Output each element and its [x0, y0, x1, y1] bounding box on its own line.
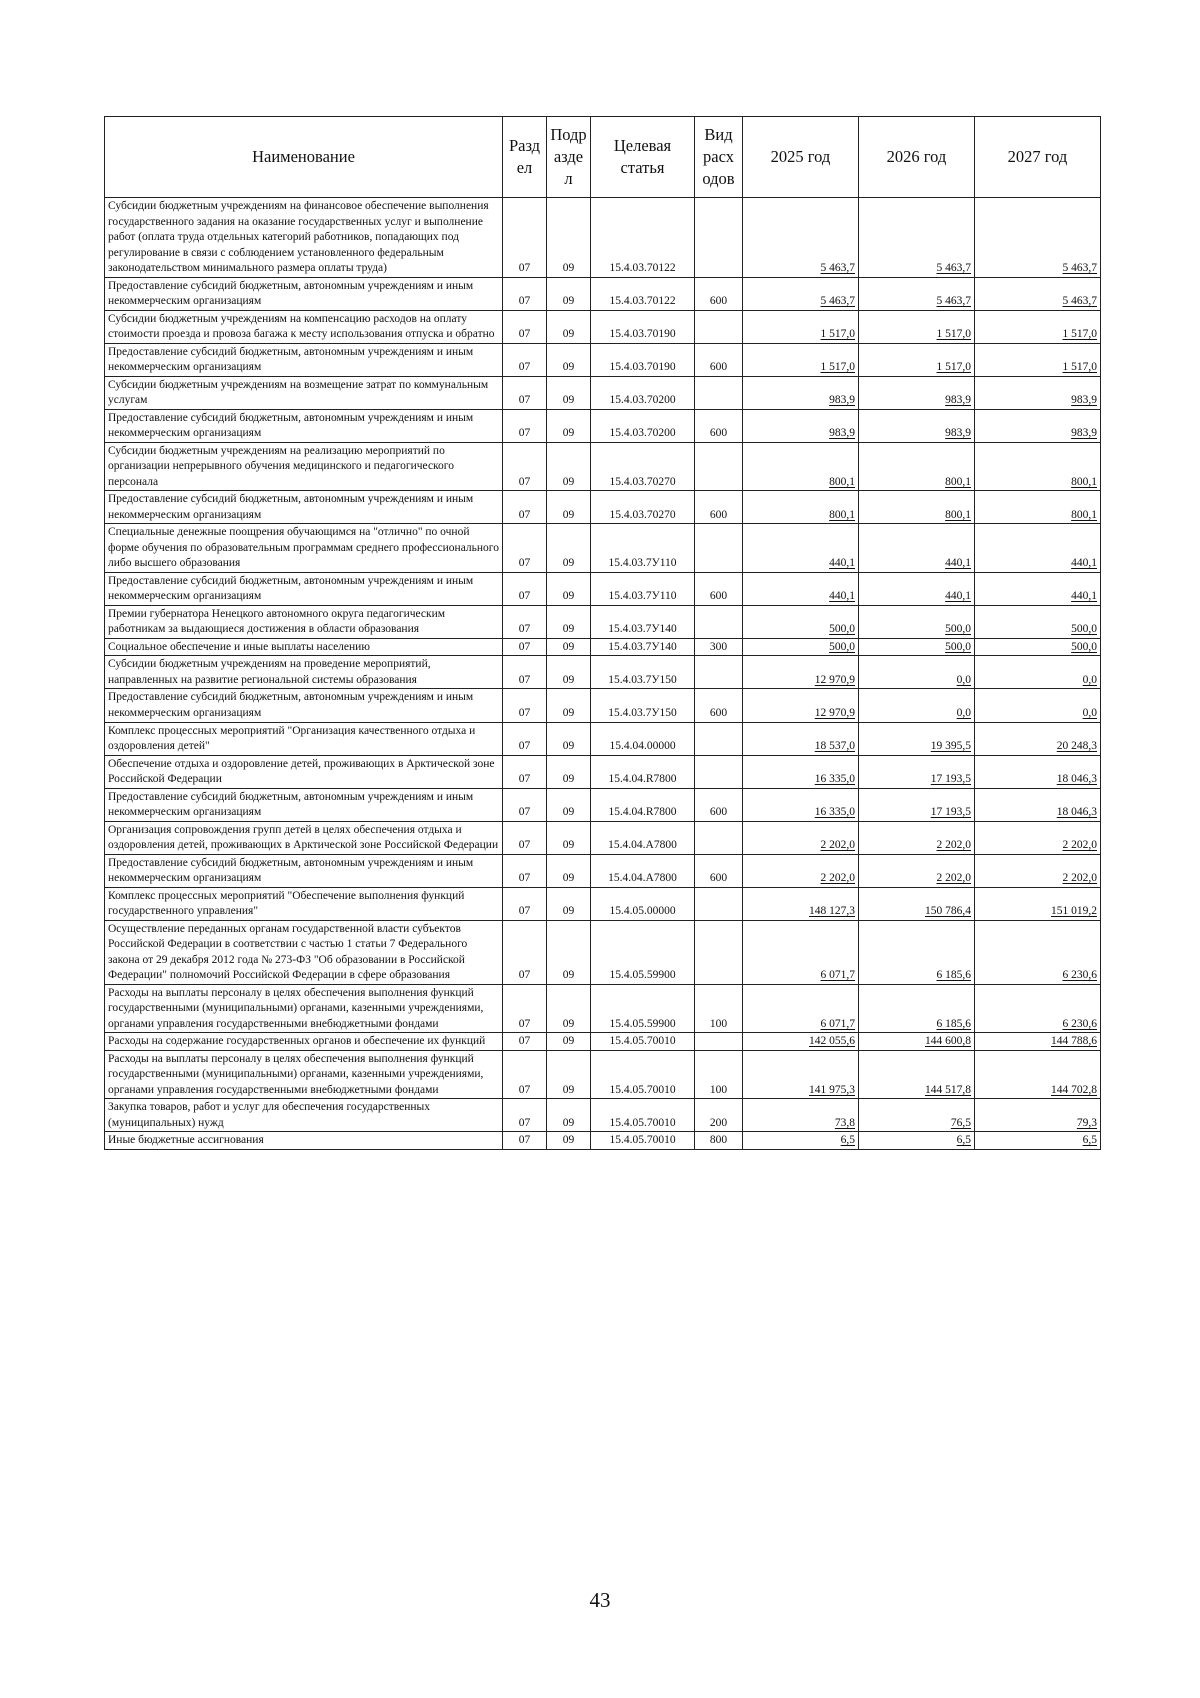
row-razdel-cell: 07 [503, 722, 547, 755]
row-razdel-cell: 07 [503, 788, 547, 821]
row-2027-cell: 2 202,0 [975, 854, 1101, 887]
row-razdel-cell: 07 [503, 1132, 547, 1150]
row-2026-cell: 2 202,0 [859, 854, 975, 887]
row-2025-cell: 1 517,0 [743, 343, 859, 376]
row-2026-cell: 6 185,6 [859, 920, 975, 984]
row-razdel-cell: 07 [503, 277, 547, 310]
row-expense-type-cell [695, 920, 743, 984]
row-name-cell: Предоставление субсидий бюджетным, автономным учреждениям и иным некоммерческим организациям [105, 854, 503, 887]
row-target-article-cell: 15.4.03.7У110 [591, 572, 695, 605]
row-2025-cell: 500,0 [743, 638, 859, 656]
row-2025-cell: 2 202,0 [743, 854, 859, 887]
table-row [105, 442, 1101, 491]
row-podrazdel-cell: 09 [547, 310, 591, 343]
row-2025-cell: 16 335,0 [743, 755, 859, 788]
row-name-cell: Субсидии бюджетным учреждениям на возмещение затрат по коммунальным услугам [105, 376, 503, 409]
row-2026-cell: 17 193,5 [859, 788, 975, 821]
row-2025-cell: 800,1 [743, 491, 859, 524]
row-razdel-cell: 07 [503, 755, 547, 788]
row-target-article-cell: 15.4.04.A7800 [591, 854, 695, 887]
row-podrazdel-cell: 09 [547, 887, 591, 920]
row-podrazdel-cell: 09 [547, 409, 591, 442]
row-target-article-cell: 15.4.04.00000 [591, 722, 695, 755]
row-razdel-cell: 07 [503, 198, 547, 278]
row-expense-type-cell [695, 656, 743, 689]
row-expense-type-cell: 200 [695, 1099, 743, 1132]
row-razdel-cell: 07 [503, 984, 547, 1033]
row-2025-cell: 983,9 [743, 409, 859, 442]
row-name-cell: Предоставление субсидий бюджетным, автономным учреждениям и иным некоммерческим организациям [105, 788, 503, 821]
row-expense-type-cell: 800 [695, 1132, 743, 1150]
row-name-cell: Субсидии бюджетным учреждениям на компенсацию расходов на оплату стоимости проезда и провоза багажа к месту использования отпуска и обратно [105, 310, 503, 343]
row-expense-type-cell: 600 [695, 788, 743, 821]
row-podrazdel-cell: 09 [547, 1033, 591, 1051]
row-2026-cell: 76,5 [859, 1099, 975, 1132]
row-expense-type-cell [695, 198, 743, 278]
row-2027-cell: 151 019,2 [975, 887, 1101, 920]
row-2027-cell: 440,1 [975, 572, 1101, 605]
row-2026-cell: 800,1 [859, 442, 975, 491]
row-2026-cell: 500,0 [859, 605, 975, 638]
row-2026-cell: 800,1 [859, 491, 975, 524]
row-2025-cell: 6,5 [743, 1132, 859, 1150]
row-2027-cell: 0,0 [975, 689, 1101, 722]
row-2027-cell: 79,3 [975, 1099, 1101, 1132]
row-2027-cell: 2 202,0 [975, 821, 1101, 854]
row-2027-cell: 500,0 [975, 605, 1101, 638]
row-name-cell: Премии губернатора Ненецкого автономного округа педагогическим работникам за выдающиеся достижения в области образования [105, 605, 503, 638]
row-2025-cell: 1 517,0 [743, 310, 859, 343]
table-row [105, 524, 1101, 573]
row-2025-cell: 6 071,7 [743, 984, 859, 1033]
col-header-razdel: Разд ел [503, 117, 547, 198]
row-2026-cell: 0,0 [859, 689, 975, 722]
row-razdel-cell: 07 [503, 920, 547, 984]
row-2025-cell: 141 975,3 [743, 1050, 859, 1099]
row-2026-cell: 144 600,8 [859, 1033, 975, 1051]
row-2027-cell: 5 463,7 [975, 198, 1101, 278]
row-name-cell: Расходы на выплаты персоналу в целях обеспечения выполнения функций государственными (муниципальными) органами, казенными учреждениями, органами управления государственными внебюджетными фондами [105, 984, 503, 1033]
row-target-article-cell: 15.4.03.7У150 [591, 689, 695, 722]
row-podrazdel-cell: 09 [547, 722, 591, 755]
row-podrazdel-cell: 09 [547, 572, 591, 605]
row-target-article-cell: 15.4.03.7У150 [591, 656, 695, 689]
row-razdel-cell: 07 [503, 1099, 547, 1132]
row-target-article-cell: 15.4.03.70190 [591, 310, 695, 343]
col-header-2027: 2027 год [975, 117, 1101, 198]
row-2025-cell: 73,8 [743, 1099, 859, 1132]
row-2027-cell: 144 702,8 [975, 1050, 1101, 1099]
row-target-article-cell: 15.4.03.70200 [591, 376, 695, 409]
col-header-name: Наименование [105, 117, 503, 198]
row-2026-cell: 1 517,0 [859, 343, 975, 376]
row-target-article-cell: 15.4.04.R7800 [591, 755, 695, 788]
row-podrazdel-cell: 09 [547, 638, 591, 656]
table-row [105, 887, 1101, 920]
row-expense-type-cell [695, 887, 743, 920]
row-2025-cell: 142 055,6 [743, 1033, 859, 1051]
col-header-podrazdel: Подр азде л [547, 117, 591, 198]
row-target-article-cell: 15.4.03.70190 [591, 343, 695, 376]
row-2027-cell: 1 517,0 [975, 310, 1101, 343]
row-2027-cell: 18 046,3 [975, 755, 1101, 788]
table-header [105, 117, 1101, 198]
row-podrazdel-cell: 09 [547, 689, 591, 722]
row-target-article-cell: 15.4.05.70010 [591, 1050, 695, 1099]
row-target-article-cell: 15.4.05.59900 [591, 920, 695, 984]
table-row [105, 689, 1101, 722]
row-expense-type-cell: 300 [695, 638, 743, 656]
table-row [105, 310, 1101, 343]
table-row [105, 722, 1101, 755]
row-name-cell: Предоставление субсидий бюджетным, автономным учреждениям и иным некоммерческим организациям [105, 689, 503, 722]
row-2025-cell: 5 463,7 [743, 198, 859, 278]
row-expense-type-cell: 100 [695, 984, 743, 1033]
row-name-cell: Субсидии бюджетным учреждениям на проведение мероприятий, направленных на развитие региональной системы образования [105, 656, 503, 689]
row-name-cell: Комплекс процессных мероприятий "Организация качественного отдыха и оздоровления детей" [105, 722, 503, 755]
row-2026-cell: 6 185,6 [859, 984, 975, 1033]
row-target-article-cell: 15.4.03.70270 [591, 442, 695, 491]
row-2027-cell: 983,9 [975, 376, 1101, 409]
table-row [105, 656, 1101, 689]
row-name-cell: Субсидии бюджетным учреждениям на финансовое обеспечение выполнения государственного задания на оказание государственных услуг и выполнение работ (оплата труда отдельных категорий работников, попадающих под регулирование в связи с соблюдением установленного федеральным законодательством минимального размера оплаты труда) [105, 198, 503, 278]
header-row [105, 117, 1101, 198]
row-razdel-cell: 07 [503, 638, 547, 656]
row-2025-cell: 440,1 [743, 572, 859, 605]
row-2027-cell: 500,0 [975, 638, 1101, 656]
row-2025-cell: 983,9 [743, 376, 859, 409]
table-row [105, 1132, 1101, 1150]
row-2025-cell: 148 127,3 [743, 887, 859, 920]
row-2027-cell: 6,5 [975, 1132, 1101, 1150]
row-expense-type-cell: 600 [695, 572, 743, 605]
col-header-target-article: Целевая статья [591, 117, 695, 198]
row-podrazdel-cell: 09 [547, 198, 591, 278]
row-expense-type-cell [695, 605, 743, 638]
row-podrazdel-cell: 09 [547, 605, 591, 638]
row-2026-cell: 5 463,7 [859, 198, 975, 278]
row-razdel-cell: 07 [503, 689, 547, 722]
row-razdel-cell: 07 [503, 491, 547, 524]
row-target-article-cell: 15.4.05.70010 [591, 1132, 695, 1150]
row-name-cell: Обеспечение отдыха и оздоровление детей, проживающих в Арктической зоне Российской Федерации [105, 755, 503, 788]
row-name-cell: Осуществление переданных органам государственной власти субъектов Российской Федерации в соответствии с частью 1 статьи 7 Федерального закона от 29 декабря 2012 года № 273-ФЗ "Об образовании в Российской Федерации" полномочий Российской Федерации в сфере образования [105, 920, 503, 984]
row-2027-cell: 1 517,0 [975, 343, 1101, 376]
row-2026-cell: 440,1 [859, 524, 975, 573]
row-2026-cell: 150 786,4 [859, 887, 975, 920]
row-2025-cell: 500,0 [743, 605, 859, 638]
table-row [105, 984, 1101, 1033]
row-razdel-cell: 07 [503, 376, 547, 409]
row-razdel-cell: 07 [503, 1033, 547, 1051]
row-2026-cell: 440,1 [859, 572, 975, 605]
budget-table [104, 116, 1101, 1150]
row-podrazdel-cell: 09 [547, 1132, 591, 1150]
row-2027-cell: 6 230,6 [975, 984, 1101, 1033]
row-razdel-cell: 07 [503, 854, 547, 887]
row-name-cell: Организация сопровождения групп детей в целях обеспечения отдыха и оздоровления детей, проживающих в Арктической зоне Российской Федерации [105, 821, 503, 854]
row-target-article-cell: 15.4.04.R7800 [591, 788, 695, 821]
table-row [105, 376, 1101, 409]
row-expense-type-cell [695, 310, 743, 343]
row-2027-cell: 20 248,3 [975, 722, 1101, 755]
row-name-cell: Социальное обеспечение и иные выплаты населению [105, 638, 503, 656]
row-razdel-cell: 07 [503, 524, 547, 573]
row-2025-cell: 18 537,0 [743, 722, 859, 755]
row-2026-cell: 1 517,0 [859, 310, 975, 343]
row-2027-cell: 983,9 [975, 409, 1101, 442]
row-2026-cell: 983,9 [859, 409, 975, 442]
row-name-cell: Иные бюджетные ассигнования [105, 1132, 503, 1150]
col-header-expense-type: Вид расх одов [695, 117, 743, 198]
row-expense-type-cell [695, 755, 743, 788]
table-row [105, 277, 1101, 310]
row-razdel-cell: 07 [503, 821, 547, 854]
row-expense-type-cell: 600 [695, 689, 743, 722]
row-expense-type-cell [695, 442, 743, 491]
row-podrazdel-cell: 09 [547, 442, 591, 491]
row-podrazdel-cell: 09 [547, 524, 591, 573]
row-podrazdel-cell: 09 [547, 1099, 591, 1132]
row-2026-cell: 500,0 [859, 638, 975, 656]
row-expense-type-cell: 100 [695, 1050, 743, 1099]
row-name-cell: Специальные денежные поощрения обучающимся на "отлично" по очной форме обучения по образовательным программам среднего профессионального либо высшего образования [105, 524, 503, 573]
row-expense-type-cell: 600 [695, 491, 743, 524]
table-row [105, 854, 1101, 887]
row-podrazdel-cell: 09 [547, 656, 591, 689]
table-row [105, 409, 1101, 442]
row-name-cell: Субсидии бюджетным учреждениям на реализацию мероприятий по организации непрерывного обучения медицинского и педагогического персонала [105, 442, 503, 491]
row-razdel-cell: 07 [503, 656, 547, 689]
row-expense-type-cell: 600 [695, 277, 743, 310]
table-row [105, 343, 1101, 376]
row-target-article-cell: 15.4.03.70122 [591, 277, 695, 310]
row-expense-type-cell: 600 [695, 854, 743, 887]
row-2027-cell: 5 463,7 [975, 277, 1101, 310]
row-2027-cell: 800,1 [975, 442, 1101, 491]
row-2026-cell: 5 463,7 [859, 277, 975, 310]
row-2027-cell: 144 788,6 [975, 1033, 1101, 1051]
table-row [105, 1099, 1101, 1132]
row-2026-cell: 17 193,5 [859, 755, 975, 788]
table-row [105, 1050, 1101, 1099]
table-row [105, 198, 1101, 278]
table-row [105, 755, 1101, 788]
row-razdel-cell: 07 [503, 572, 547, 605]
row-2026-cell: 144 517,8 [859, 1050, 975, 1099]
row-name-cell: Закупка товаров, работ и услуг для обеспечения государственных (муниципальных) нужд [105, 1099, 503, 1132]
row-2027-cell: 6 230,6 [975, 920, 1101, 984]
row-expense-type-cell: 600 [695, 409, 743, 442]
row-2025-cell: 12 970,9 [743, 689, 859, 722]
row-target-article-cell: 15.4.03.7У110 [591, 524, 695, 573]
row-2025-cell: 6 071,7 [743, 920, 859, 984]
row-expense-type-cell [695, 376, 743, 409]
row-2025-cell: 440,1 [743, 524, 859, 573]
row-2027-cell: 800,1 [975, 491, 1101, 524]
row-2027-cell: 18 046,3 [975, 788, 1101, 821]
row-2025-cell: 16 335,0 [743, 788, 859, 821]
row-podrazdel-cell: 09 [547, 755, 591, 788]
table-row [105, 638, 1101, 656]
row-podrazdel-cell: 09 [547, 984, 591, 1033]
table-row [105, 491, 1101, 524]
row-2025-cell: 2 202,0 [743, 821, 859, 854]
row-target-article-cell: 15.4.05.70010 [591, 1099, 695, 1132]
row-razdel-cell: 07 [503, 1050, 547, 1099]
row-name-cell: Предоставление субсидий бюджетным, автономным учреждениям и иным некоммерческим организациям [105, 343, 503, 376]
row-2027-cell: 0,0 [975, 656, 1101, 689]
row-name-cell: Расходы на содержание государственных органов и обеспечение их функций [105, 1033, 503, 1051]
row-target-article-cell: 15.4.05.00000 [591, 887, 695, 920]
row-razdel-cell: 07 [503, 310, 547, 343]
table-row [105, 821, 1101, 854]
row-name-cell: Предоставление субсидий бюджетным, автономным учреждениям и иным некоммерческим организациям [105, 491, 503, 524]
row-target-article-cell: 15.4.03.7У140 [591, 605, 695, 638]
row-name-cell: Комплекс процессных мероприятий "Обеспечение выполнения функций государственного управления" [105, 887, 503, 920]
row-razdel-cell: 07 [503, 409, 547, 442]
row-target-article-cell: 15.4.03.7У140 [591, 638, 695, 656]
row-podrazdel-cell: 09 [547, 821, 591, 854]
row-expense-type-cell: 600 [695, 343, 743, 376]
row-podrazdel-cell: 09 [547, 1050, 591, 1099]
row-razdel-cell: 07 [503, 887, 547, 920]
row-2025-cell: 5 463,7 [743, 277, 859, 310]
row-2026-cell: 0,0 [859, 656, 975, 689]
table-row [105, 920, 1101, 984]
row-expense-type-cell [695, 722, 743, 755]
page-number: 43 [589, 1588, 611, 1612]
row-2026-cell: 19 395,5 [859, 722, 975, 755]
row-podrazdel-cell: 09 [547, 920, 591, 984]
row-podrazdel-cell: 09 [547, 788, 591, 821]
row-target-article-cell: 15.4.05.70010 [591, 1033, 695, 1051]
table-row [105, 605, 1101, 638]
table-row [105, 1033, 1101, 1051]
row-name-cell: Предоставление субсидий бюджетным, автономным учреждениям и иным некоммерческим организациям [105, 409, 503, 442]
row-target-article-cell: 15.4.03.70200 [591, 409, 695, 442]
row-razdel-cell: 07 [503, 442, 547, 491]
row-target-article-cell: 15.4.05.59900 [591, 984, 695, 1033]
row-podrazdel-cell: 09 [547, 491, 591, 524]
row-target-article-cell: 15.4.04.A7800 [591, 821, 695, 854]
row-name-cell: Предоставление субсидий бюджетным, автономным учреждениям и иным некоммерческим организациям [105, 572, 503, 605]
row-2026-cell: 6,5 [859, 1132, 975, 1150]
row-2026-cell: 983,9 [859, 376, 975, 409]
row-2025-cell: 12 970,9 [743, 656, 859, 689]
table-row [105, 572, 1101, 605]
row-podrazdel-cell: 09 [547, 376, 591, 409]
col-header-2025: 2025 год [743, 117, 859, 198]
row-expense-type-cell [695, 524, 743, 573]
table-body [105, 198, 1101, 1150]
row-target-article-cell: 15.4.03.70270 [591, 491, 695, 524]
table-row [105, 788, 1101, 821]
row-podrazdel-cell: 09 [547, 277, 591, 310]
row-2027-cell: 440,1 [975, 524, 1101, 573]
row-2026-cell: 2 202,0 [859, 821, 975, 854]
col-header-2026: 2026 год [859, 117, 975, 198]
row-podrazdel-cell: 09 [547, 343, 591, 376]
row-expense-type-cell [695, 1033, 743, 1051]
row-name-cell: Предоставление субсидий бюджетным, автономным учреждениям и иным некоммерческим организациям [105, 277, 503, 310]
row-razdel-cell: 07 [503, 605, 547, 638]
row-razdel-cell: 07 [503, 343, 547, 376]
row-2025-cell: 800,1 [743, 442, 859, 491]
row-target-article-cell: 15.4.03.70122 [591, 198, 695, 278]
row-expense-type-cell [695, 821, 743, 854]
row-name-cell: Расходы на выплаты персоналу в целях обеспечения выполнения функций государственными (муниципальными) органами, казенными учреждениями, органами управления государственными внебюджетными фондами [105, 1050, 503, 1099]
row-podrazdel-cell: 09 [547, 854, 591, 887]
